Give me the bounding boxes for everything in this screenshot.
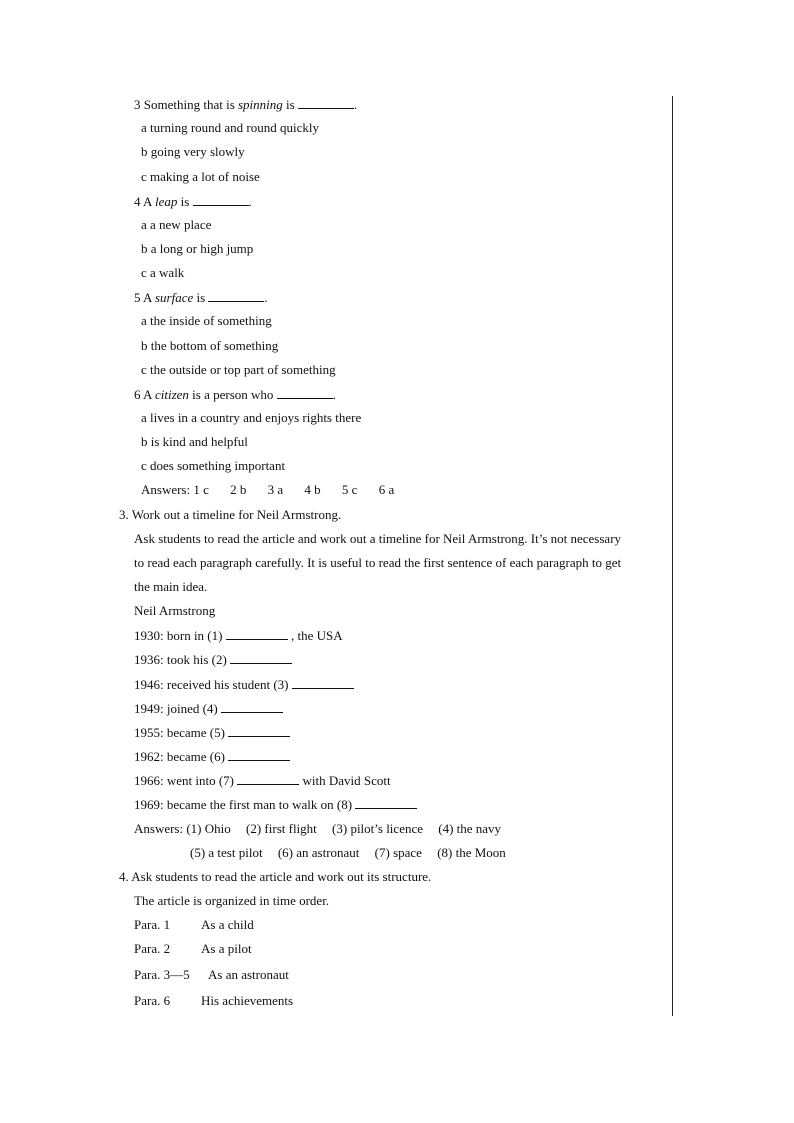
option-6b: b is kind and helpful xyxy=(141,434,248,449)
question-4: 4 A leap is . xyxy=(134,194,252,209)
structure-row: Para. 2 As a pilot xyxy=(134,941,252,956)
option-5b: b the bottom of something xyxy=(141,338,279,353)
answers-timeline-1: Answers: (1) Ohio (2) first flight (3) pilot’s licence (4) the navy xyxy=(134,821,502,836)
answer-blank xyxy=(355,796,417,809)
answer-blank xyxy=(228,724,290,737)
section-4-heading: 4. Ask students to read the article and work out its structure. xyxy=(119,869,432,884)
instruction-line: to read each paragraph carefully. It is useful to read the first sentence of each paragraph to get xyxy=(134,555,622,570)
answer-blank xyxy=(292,676,354,689)
timeline-title: Neil Armstrong xyxy=(134,603,216,618)
option-5a: a the inside of something xyxy=(141,313,272,328)
question-5: 5 A surface is . xyxy=(134,290,268,305)
option-5c: c the outside or top part of something xyxy=(141,362,336,377)
question-6: 6 A citizen is a person who . xyxy=(134,387,336,402)
option-3b: b going very slowly xyxy=(141,144,245,159)
option-4b: b a long or high jump xyxy=(141,241,254,256)
answer-blank xyxy=(277,386,333,399)
answer-blank xyxy=(228,748,290,761)
structure-row: Para. 3—5 As an astronaut xyxy=(134,967,289,982)
option-4c: c a walk xyxy=(141,265,185,280)
answer-blank xyxy=(221,700,283,713)
table-border-right xyxy=(672,96,673,1016)
timeline-item: 1969: became the first man to walk on (8) xyxy=(134,796,417,813)
timeline-item: 1966: went into (7) with David Scott xyxy=(134,773,391,788)
instruction-line: Ask students to read the article and work out a timeline for Neil Armstrong. It’s not necessary xyxy=(134,531,622,546)
option-3a: a turning round and round quickly xyxy=(141,120,319,135)
timeline-item: 1949: joined (4) xyxy=(134,700,283,717)
instruction-line: the main idea. xyxy=(134,579,208,594)
timeline-item: 1946: received his student (3) xyxy=(134,676,354,693)
question-3: 3 Something that is spinning is . xyxy=(134,97,358,112)
answer-blank xyxy=(226,627,288,640)
answers-vocabulary: Answers: 1 c 2 b 3 a 4 b 5 c 6 a xyxy=(141,482,395,497)
answer-blank xyxy=(230,651,292,664)
answer-blank xyxy=(193,193,249,206)
timeline-item: 1936: took his (2) xyxy=(134,651,292,668)
option-4a: a a new place xyxy=(141,217,212,232)
answer-blank xyxy=(298,96,354,109)
timeline-item: 1930: born in (1) , the USA xyxy=(134,628,343,643)
answers-timeline-2: (5) a test pilot (6) an astronaut (7) space (8) the Moon xyxy=(190,845,506,860)
answer-blank xyxy=(237,772,299,785)
option-6c: c does something important xyxy=(141,458,286,473)
section-3-heading: 3. Work out a timeline for Neil Armstrong. xyxy=(119,507,342,522)
option-6a: a lives in a country and enjoys rights there xyxy=(141,410,362,425)
option-3c: c making a lot of noise xyxy=(141,169,260,184)
answer-blank xyxy=(208,289,264,302)
timeline-item: 1962: became (6) xyxy=(134,748,290,765)
structure-intro: The article is organized in time order. xyxy=(134,893,330,908)
structure-row: Para. 6 His achievements xyxy=(134,993,294,1008)
timeline-item: 1955: became (5) xyxy=(134,724,290,741)
structure-row: Para. 1 As a child xyxy=(134,917,254,932)
